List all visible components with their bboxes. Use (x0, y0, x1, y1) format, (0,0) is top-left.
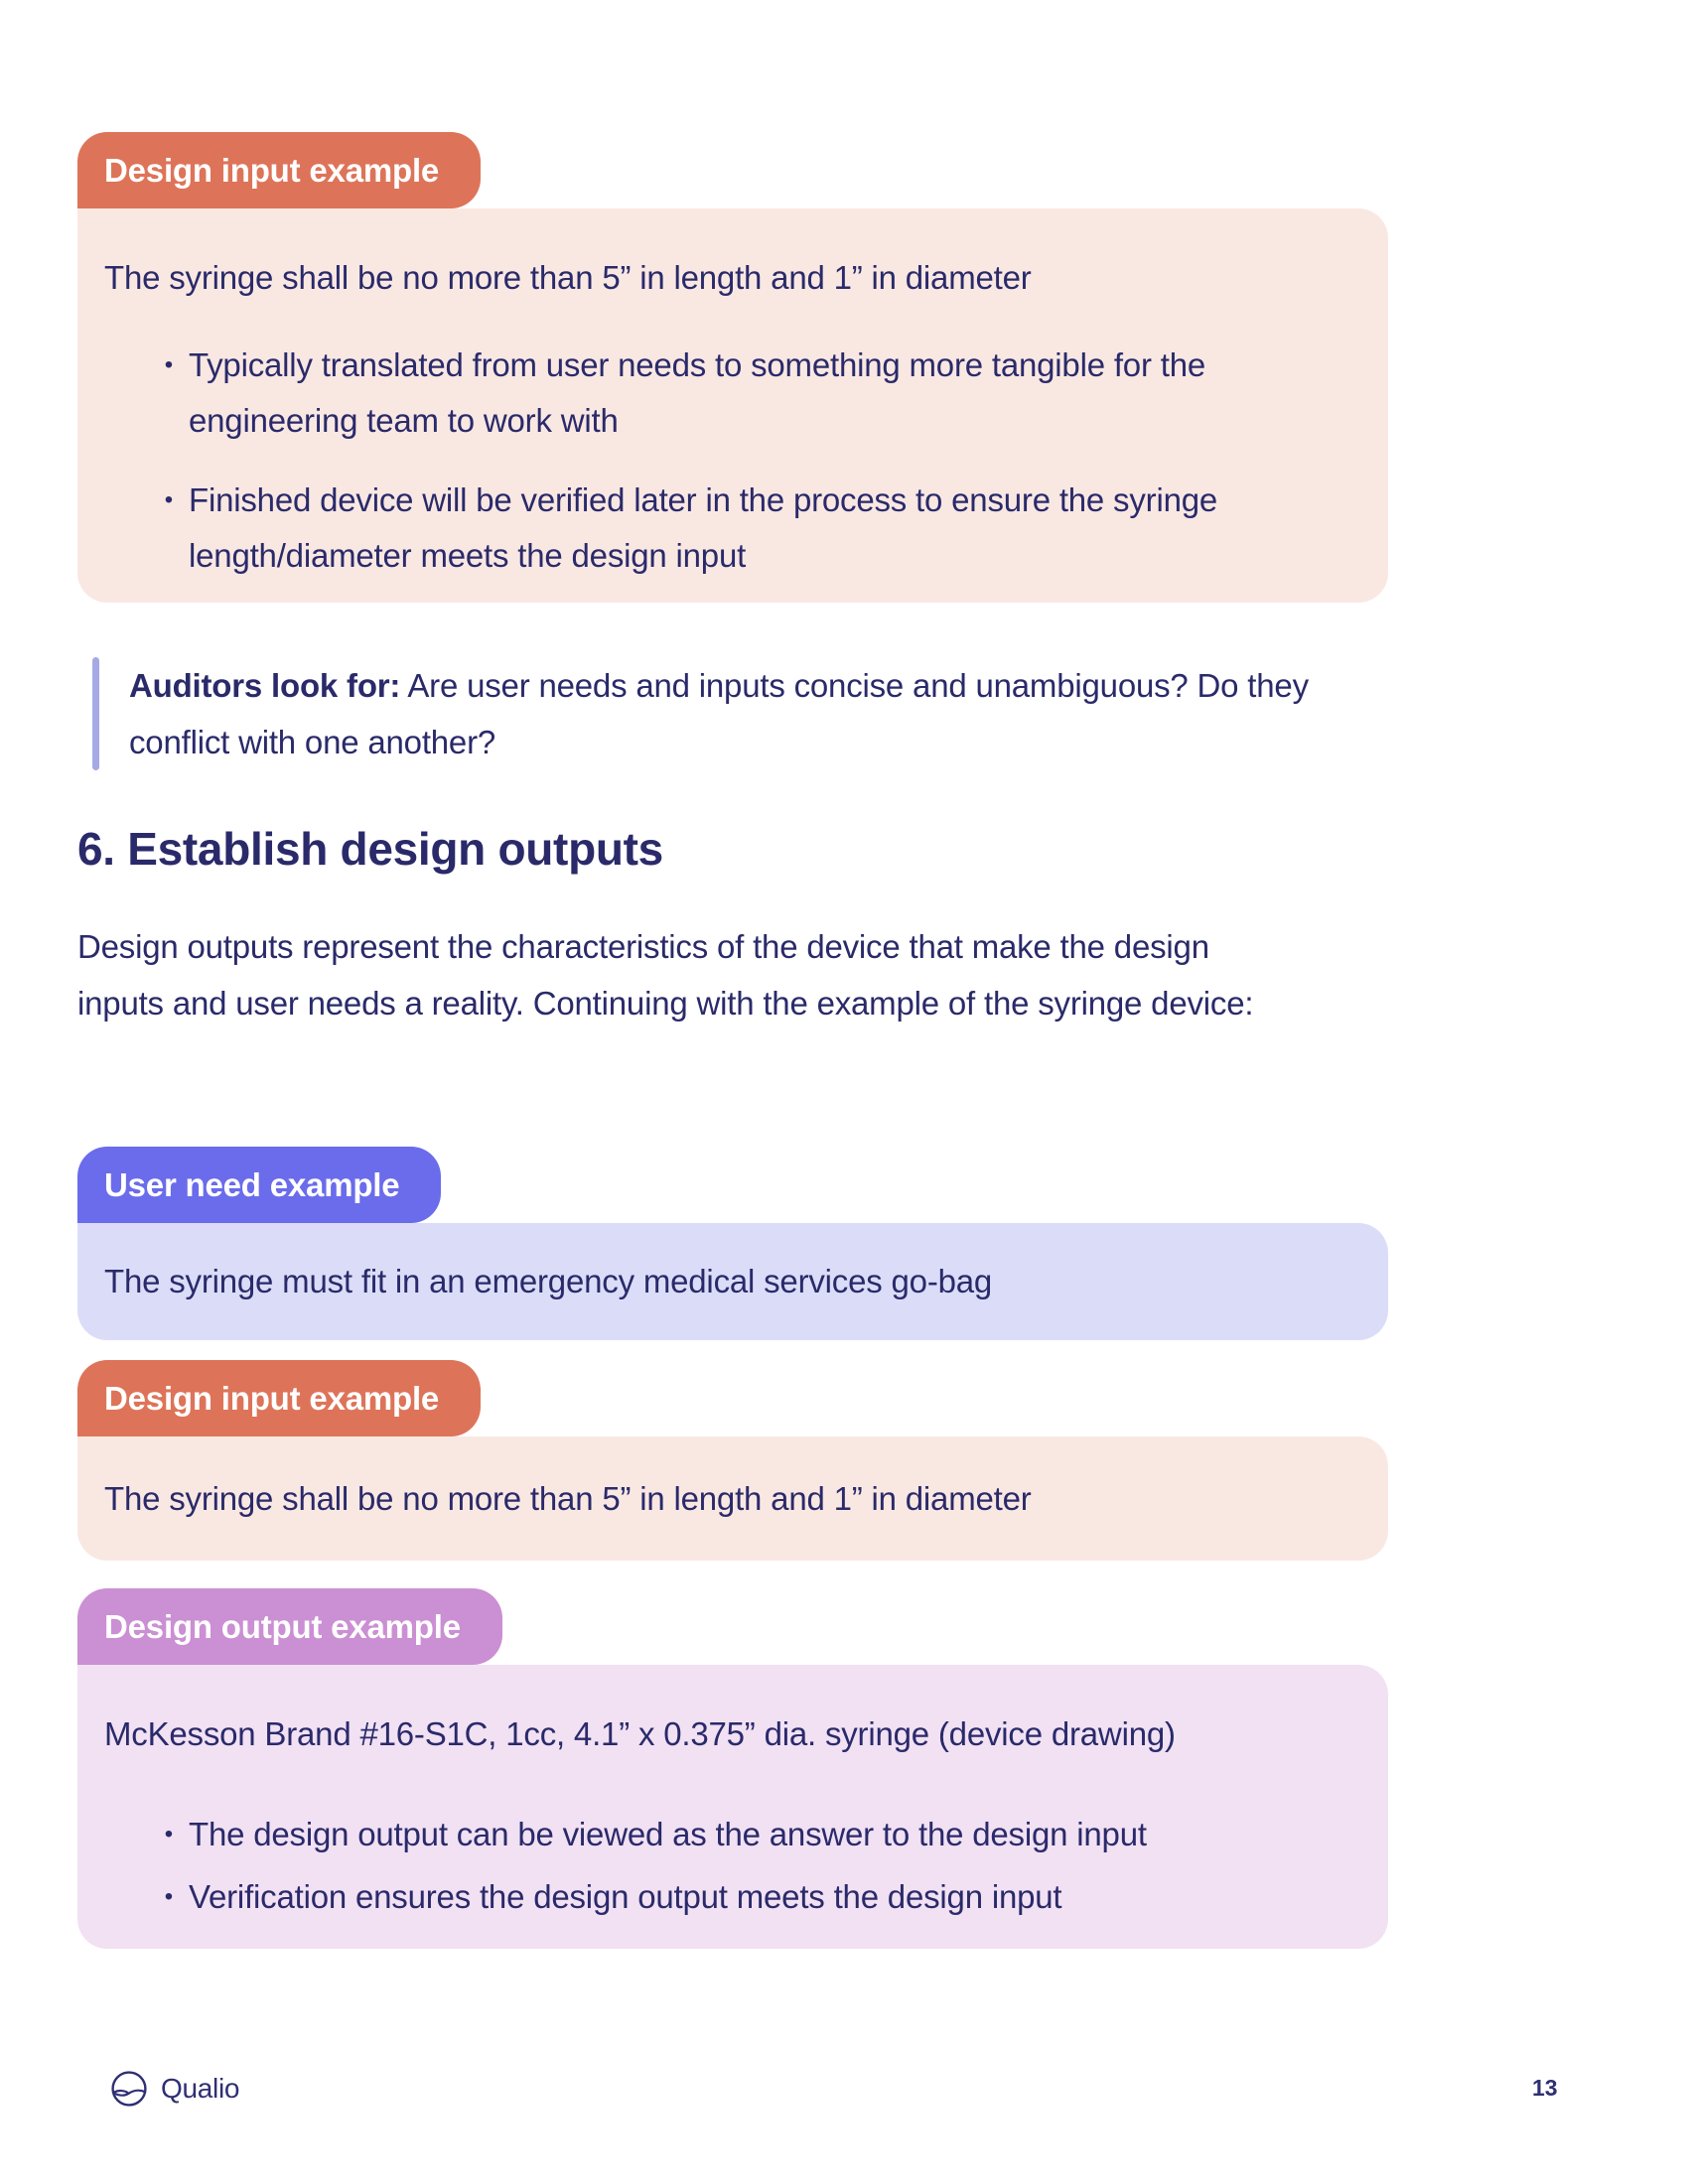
list-item (149, 338, 1342, 449)
page-number: 13 (1532, 2075, 1558, 2101)
bullet-icon: • (164, 1821, 174, 1847)
user-need-card (77, 1223, 1388, 1340)
footer-brand (109, 2069, 239, 2109)
design-input-tab-2-label: Design input example (104, 1379, 440, 1417)
design-input-card-1-bullets (149, 338, 1342, 584)
bullet-text: Finished device will be verified later in the process to ensure the syringe length/diameter meets the design input (189, 481, 1218, 574)
auditors-callout-rest: Are user needs and inputs concise and unambiguous? Do they conflict with one another? (129, 667, 1309, 760)
design-input-card-2-lead: The syringe shall be no more than 5” in length and 1” in diameter (104, 1480, 1032, 1517)
callout-accent-bar (92, 657, 99, 770)
design-output-card-lead: McKesson Brand #16-S1C, 1cc, 4.1” x 0.375” dia. syringe (device drawing) (104, 1715, 1176, 1752)
design-output-card (77, 1665, 1388, 1949)
list-item (149, 473, 1342, 584)
bullet-icon: • (164, 486, 174, 513)
design-output-card-bullets (149, 1807, 1342, 1925)
design-input-tab-2 (77, 1360, 481, 1436)
bullet-text: Typically translated from user needs to something more tangible for the engineering team to work with (189, 346, 1205, 439)
bullet-text: Verification ensures the design output meets the design input (189, 1878, 1062, 1915)
footer-brand-name: Qualio (161, 2073, 240, 2104)
user-need-tab-label: User need example (104, 1165, 400, 1203)
design-input-card-1 (77, 208, 1388, 603)
design-input-tab-1-label: Design input example (104, 151, 440, 189)
list-item (149, 1807, 1342, 1862)
section-heading: 6. Establish design outputs (77, 823, 663, 875)
bullet-text: The design output can be viewed as the answer to the design input (189, 1816, 1147, 1852)
bullet-icon: • (164, 1883, 174, 1910)
design-output-tab-label: Design output example (104, 1607, 461, 1645)
design-input-tab-1 (77, 132, 481, 208)
list-item (149, 1869, 1342, 1925)
auditors-callout-text (129, 657, 1331, 770)
section-paragraph: Design outputs represent the characteristics of the device that make the design inputs and user needs a reality. Continuing with the example of the syringe device: (77, 928, 1254, 1022)
qualio-logo-icon (109, 2069, 149, 2109)
bullet-icon: • (164, 351, 174, 378)
user-need-tab (77, 1147, 441, 1223)
design-output-tab (77, 1588, 502, 1665)
auditors-callout (92, 657, 1331, 770)
auditors-callout-bold: Auditors look for: (129, 667, 401, 704)
design-input-card-2 (77, 1436, 1388, 1561)
design-input-card-1-lead: The syringe shall be no more than 5” in length and 1” in diameter (104, 259, 1032, 296)
user-need-card-lead: The syringe must fit in an emergency medical services go-bag (104, 1263, 993, 1299)
